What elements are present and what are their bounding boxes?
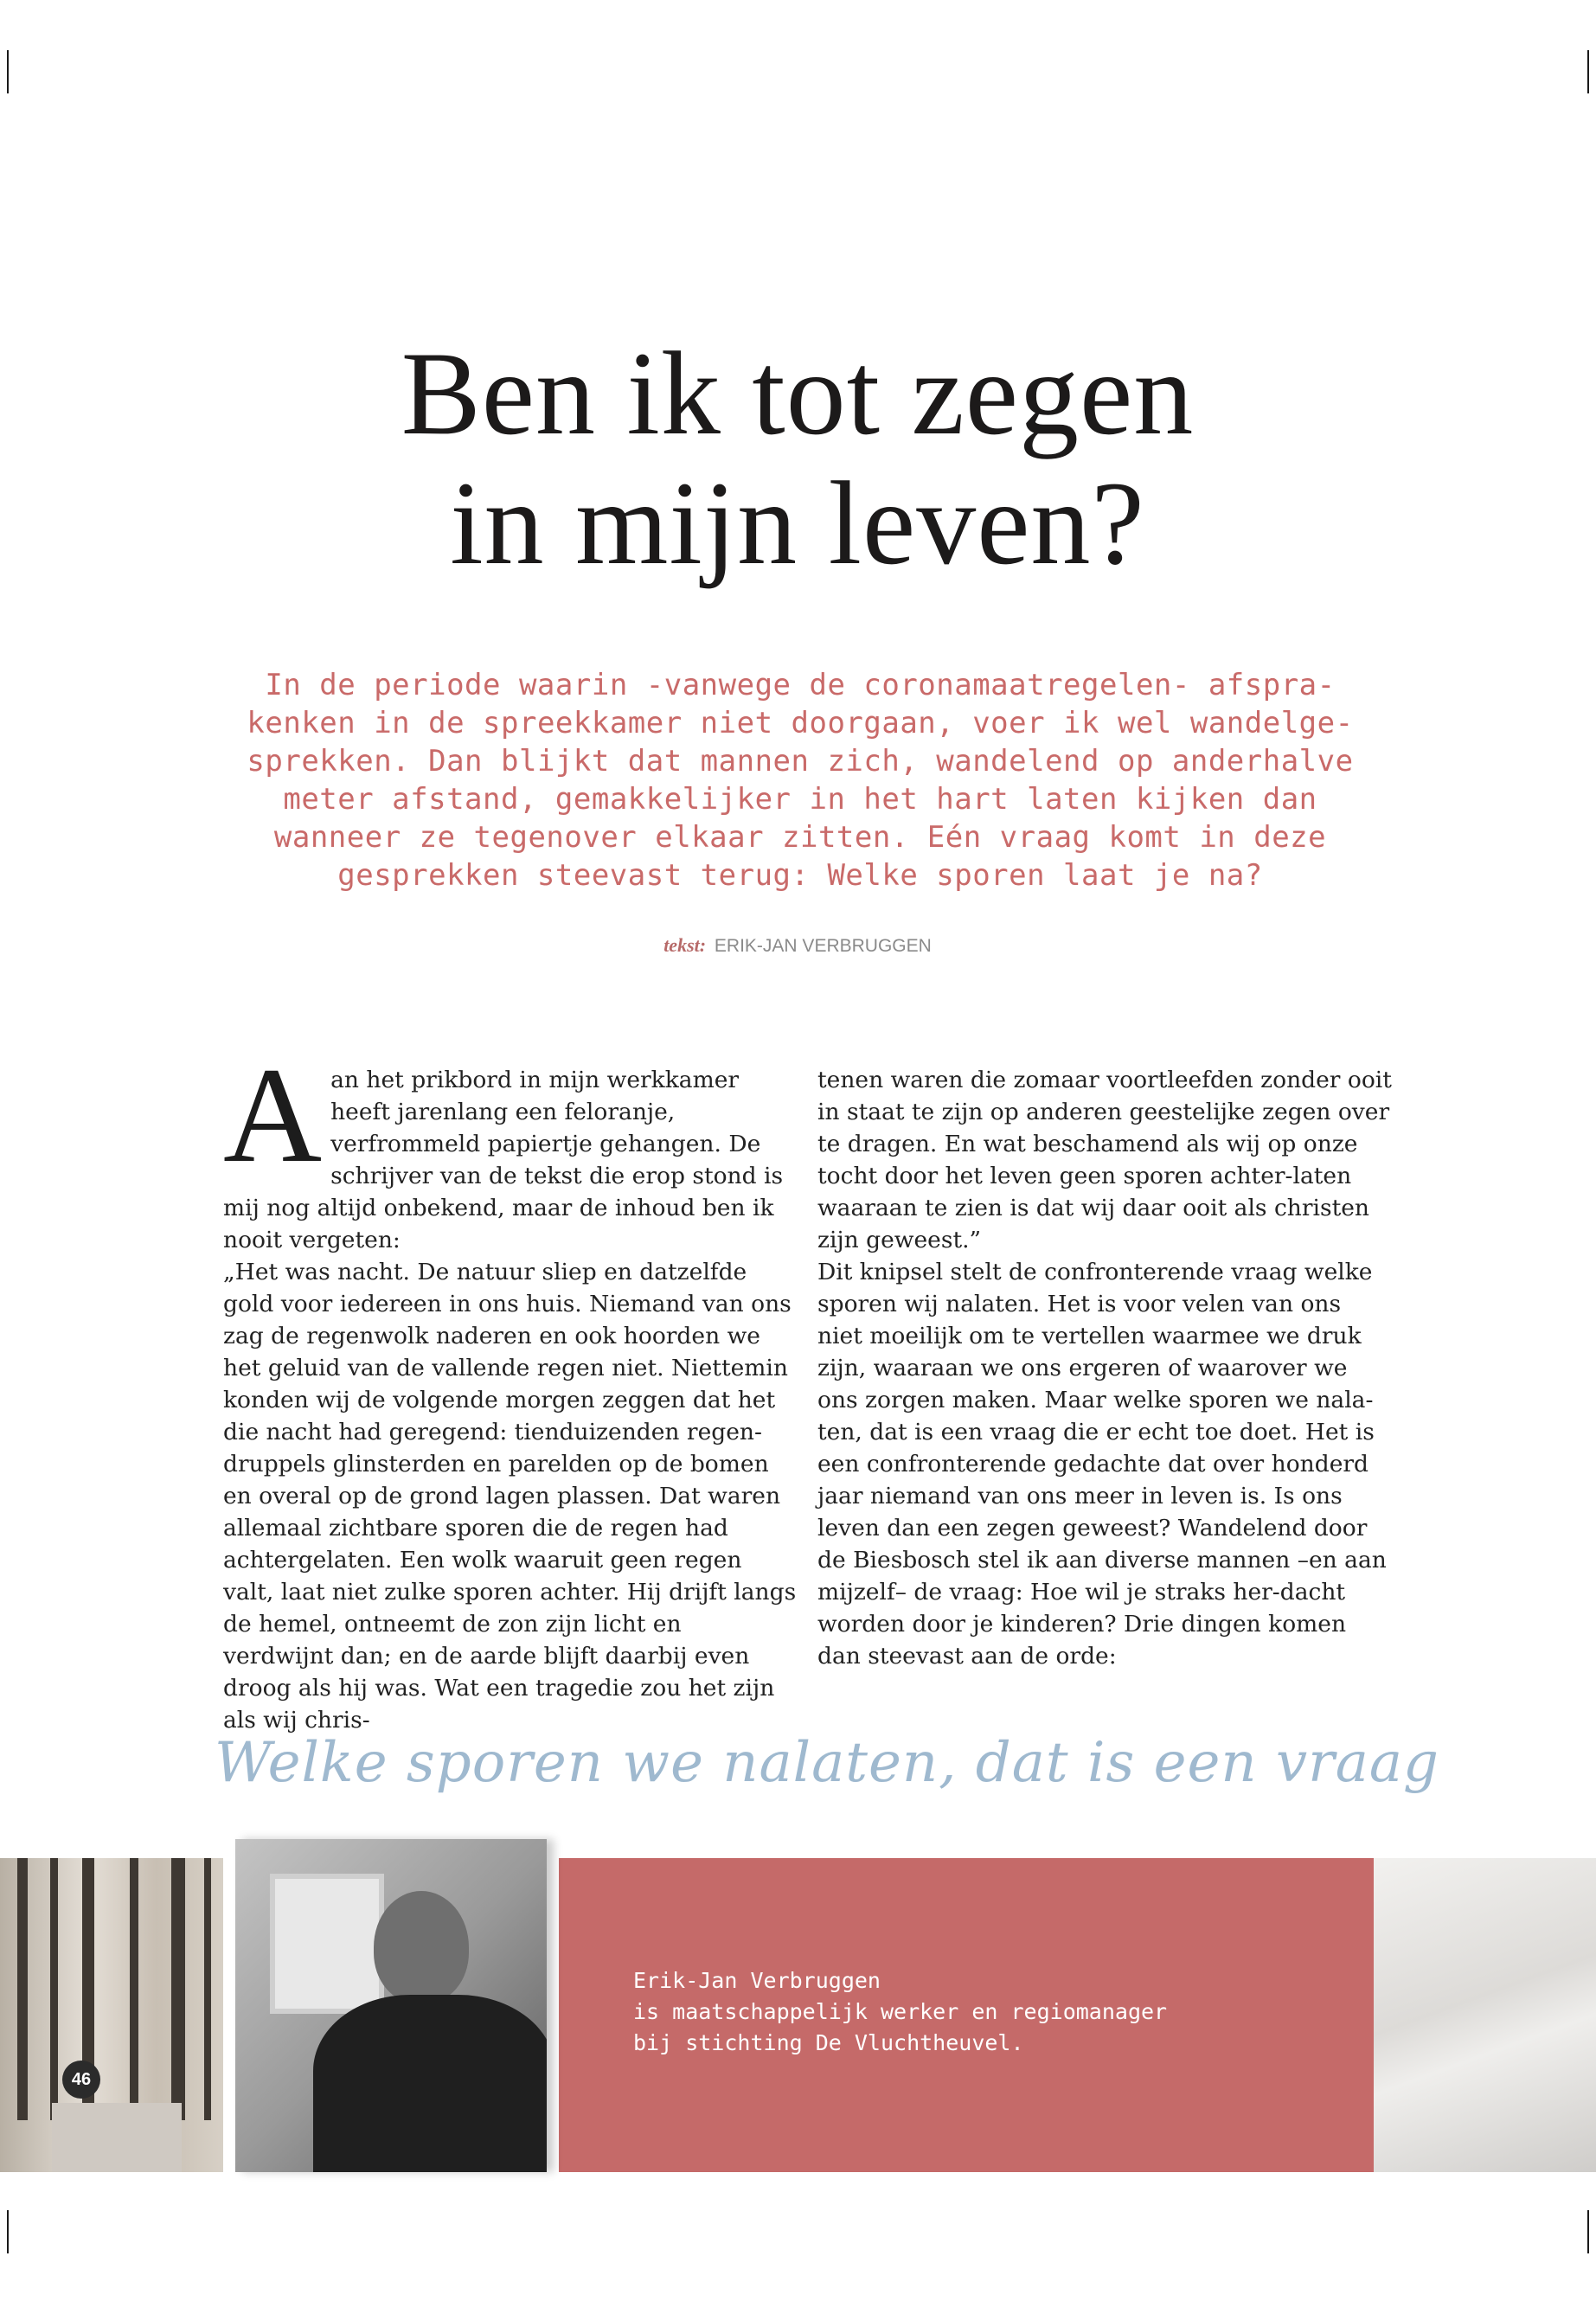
crop-mark-top-left — [7, 50, 9, 93]
paragraph: „Het was nacht. De natuur sliep en datzelfde gold voor iedereen in ons huis. Niemand van ons zag de regenwolk naderen en ook hoorden we het geluid van de vallende regen niet. Niettemin konden wij de volgende morgen zeggen dat het die nacht had geregend: tienduizenden regen-druppels glinsterden en parelden op de bomen en overal op de grond lagen plassen. Dat waren allemaal zichtbare sporen die de regen had achtergelaten. Een wolk waaruit geen regen valt, laat niet zulke sporen achter. Hij drijft langs de hemel, ontneemt de zon zijn licht en verdwijnt dan; en de aarde blijft daarbij even droog als hij was. Wat een tragedie zou het zijn als wij chris- — [223, 1259, 797, 1734]
drop-cap: A — [223, 1040, 323, 1191]
crop-mark-top-right — [1587, 50, 1589, 93]
bio-line: bij stichting De Vluchtheuvel. — [633, 2030, 1024, 2055]
crop-mark-bottom-left — [7, 2210, 9, 2253]
paragraph: an het prikbord in mijn werkkamer heeft jarenlang een feloranje, verfrommeld papiertje gehangen. De schrijver van de tekst die erop stond is mij nog altijd onbekend, maar de inhoud ben ik nooit vergeten: — [223, 1067, 784, 1253]
bio-line: Erik-Jan Verbruggen — [633, 1968, 881, 1993]
byline — [538, 934, 1057, 957]
page-number: 46 — [62, 2061, 100, 2099]
linen-photo — [1374, 1858, 1596, 2172]
crop-mark-bottom-right — [1587, 2210, 1589, 2253]
paragraph: tenen waren die zomaar voortleefden zonder ooit in staat te zijn op anderen geestelijke zegen over te dragen. En wat beschamend als wij op onze tocht door het leven geen sporen achter-laten waaraan te zien is dat wij daar ooit als christen zijn geweest.” — [817, 1067, 1392, 1253]
article-title — [192, 329, 1403, 588]
byline-label: tekst: — [663, 934, 707, 956]
body-column-right — [817, 1064, 1393, 1672]
author-bio — [633, 1965, 1325, 2059]
author-bio-panel — [559, 1858, 1374, 2172]
title-line-1: Ben ik tot zegen — [401, 327, 1195, 459]
forest-path-photo — [0, 1858, 223, 2172]
bio-line: is maatschappelijk werker en regiomanager — [633, 1999, 1168, 2024]
title-line-2: in mijn leven? — [450, 457, 1145, 589]
byline-author: ERIK-JAN VERBRUGGEN — [714, 936, 932, 956]
paragraph: Dit knipsel stelt de confronterende vraag welke sporen wij nalaten. Het is voor velen van ons niet moeilijk om te vertellen waarmee we druk zijn, waaraan we ons ergeren of waarover we ons zorgen maken. Maar welke sporen we nala-ten, dat is een vraag die er echt toe doet. Het is een confronterende gedachte dat over honderd jaar niemand van ons meer in leven is. Is ons leven dan een zegen geweest? Wandelend door de Biesbosch stel ik aan diverse mannen –en aan mijzelf– de vraag: Hoe wil je straks her-dacht worden door je kinderen? Drie dingen komen dan steevast aan de orde: — [817, 1259, 1387, 1670]
author-portrait-photo — [235, 1839, 547, 2172]
body-column-left — [223, 1040, 798, 1736]
intro-text: In de periode waarin -vanwege de coronamaatregelen- afspra-kenken in de spreekkamer niet doorgaan, voer ik wel wandelge-sprekken. Dan blijkt dat mannen zich, wandelend op anderhalve meter afstand, gemakkelijker in het hart laten kijken dan wanneer ze tegenover elkaar zitten. Eén vraag komt in deze gesprekken steevast terug: Welke sporen laat je na? — [247, 668, 1354, 893]
pull-quote: Welke sporen we nalaten, dat is een vraag — [215, 1731, 1439, 1795]
